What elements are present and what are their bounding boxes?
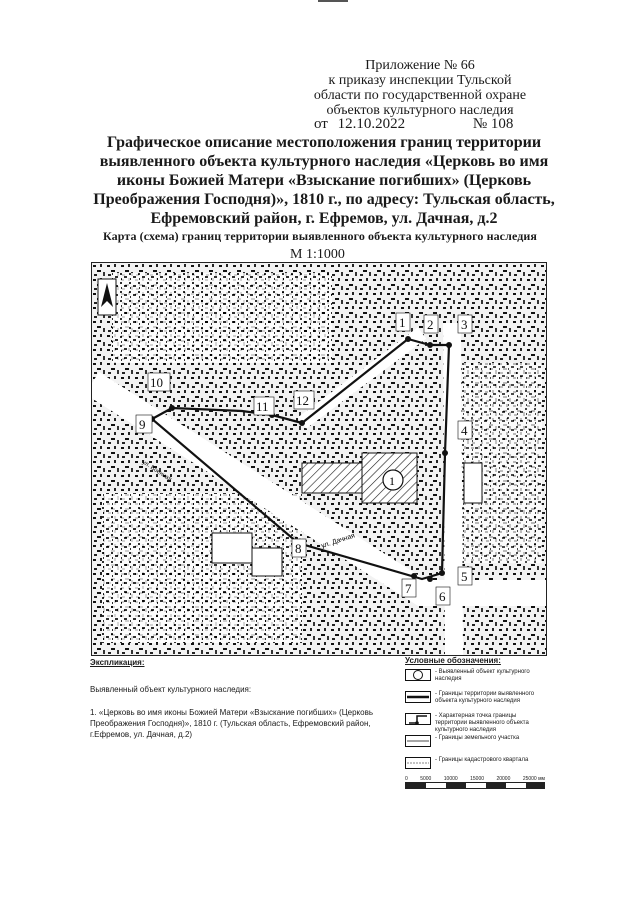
point-10 <box>169 405 175 411</box>
appendix-header <box>300 58 540 118</box>
legend-header: Условные обозначения: <box>405 656 501 665</box>
point-label-3: 3 <box>461 317 468 332</box>
explication-block <box>90 657 385 740</box>
legend-text: - Границы территории выявленного объекта культурного наследия <box>435 691 535 704</box>
appendix-line-1: Приложение № 66 <box>365 58 475 73</box>
building-south-1 <box>212 533 252 563</box>
appendix-line-3: области по государственной охране <box>313 88 527 103</box>
scale-tick: 5000 <box>420 776 432 782</box>
explication-object: 1. «Церковь во имя иконы Божией Матери «Взыскание погибших» (Церковь Преображения Господня)», 1810 г. (Тульская область, Ефремовский район, г.Ефремов, ул. Дачная, д.2) <box>90 708 373 739</box>
map-title: Карта (схема) границ территории выявленного объекта культурного наследия <box>102 229 537 243</box>
legend-text: - Границы кадастрового квартала <box>435 757 529 763</box>
point-3 <box>446 342 452 348</box>
point-2 <box>427 342 433 348</box>
cadastral-quarter-icon <box>405 757 431 769</box>
point-4 <box>442 450 448 456</box>
building-east <box>464 463 482 503</box>
scale-bar <box>405 775 545 789</box>
dense-vegetation-north <box>112 273 332 363</box>
point-label-8: 8 <box>295 541 302 556</box>
appendix-line-4: объектов культурного наследия <box>326 103 514 118</box>
point-12 <box>299 420 305 426</box>
scale-tick: 15000 <box>470 776 485 782</box>
point-label-4: 4 <box>461 423 468 438</box>
point-label-2: 2 <box>427 317 434 332</box>
legend-item <box>405 669 550 687</box>
point-label-11: 11 <box>256 399 269 414</box>
land-plot-icon <box>405 735 431 747</box>
point-label-7: 7 <box>405 581 412 596</box>
scale-tick: 10000 <box>443 776 458 782</box>
scale-tick: 0 <box>405 776 408 782</box>
legend-text: - Границы земельного участка <box>435 735 520 741</box>
top-mark <box>318 0 348 2</box>
legend-block <box>405 657 550 779</box>
point-5 <box>439 570 445 576</box>
building-church-annex <box>302 463 362 493</box>
legend-item <box>405 735 550 753</box>
street-label-dachnaya: ул. Дачная <box>320 532 356 550</box>
scale-bar-graphic <box>405 782 545 789</box>
order-date-number <box>314 116 519 133</box>
legend-text: - Выявленный объект культурного наследия <box>435 669 530 682</box>
legend-text: - Характерная точка границы территории выявленного объекта культурного наследия <box>435 713 529 733</box>
street-label-voennaya: ул. Военная <box>140 459 173 483</box>
map-scale: М 1:1000 <box>290 247 345 262</box>
order-number: № 108 <box>472 116 514 132</box>
point-label-12: 12 <box>296 393 309 408</box>
legend-item <box>405 713 550 731</box>
aerial-map <box>91 262 547 656</box>
document-title: Графическое описание местоположения границ территории выявленного объекта культурного наследия «Церковь во имя иконы Божией Матери «Взыскание погибших» (Церковь Преображения Господня)», 1810 г., по адресу: Тульская область, Ефремовский район, г. Ефремов, ул. Дачная, д.2 <box>93 134 555 227</box>
point-7 <box>411 573 417 579</box>
explication-header: Экспликация: <box>90 658 145 667</box>
boundary-point-icon <box>405 713 431 725</box>
object-marker-label: 1 <box>389 474 395 488</box>
order-date: 12.10.2022 <box>337 116 406 132</box>
north-arrow-icon <box>98 279 116 315</box>
appendix-line-2: к приказу инспекции Тульской <box>328 73 512 88</box>
point-label-9: 9 <box>139 417 146 432</box>
scale-tick: 20000 <box>496 776 511 782</box>
building-south-2 <box>252 548 282 576</box>
scale-bar-ticks <box>405 776 545 782</box>
point-label-10: 10 <box>150 375 163 390</box>
point-1 <box>405 336 411 342</box>
object-symbol-icon <box>405 669 431 681</box>
explication-subheader: Выявленный объект культурного наследия: <box>90 685 252 694</box>
point-label-1: 1 <box>399 315 406 330</box>
point-label-5: 5 <box>461 569 468 584</box>
date-prefix: от <box>314 116 328 132</box>
legend-item <box>405 691 550 709</box>
boundary-line-icon <box>405 691 431 703</box>
legend-item <box>405 757 550 775</box>
point-6 <box>427 576 433 582</box>
scale-tick: 25000 мм <box>522 776 545 782</box>
road-vertical <box>452 323 454 655</box>
point-label-6: 6 <box>439 589 446 604</box>
